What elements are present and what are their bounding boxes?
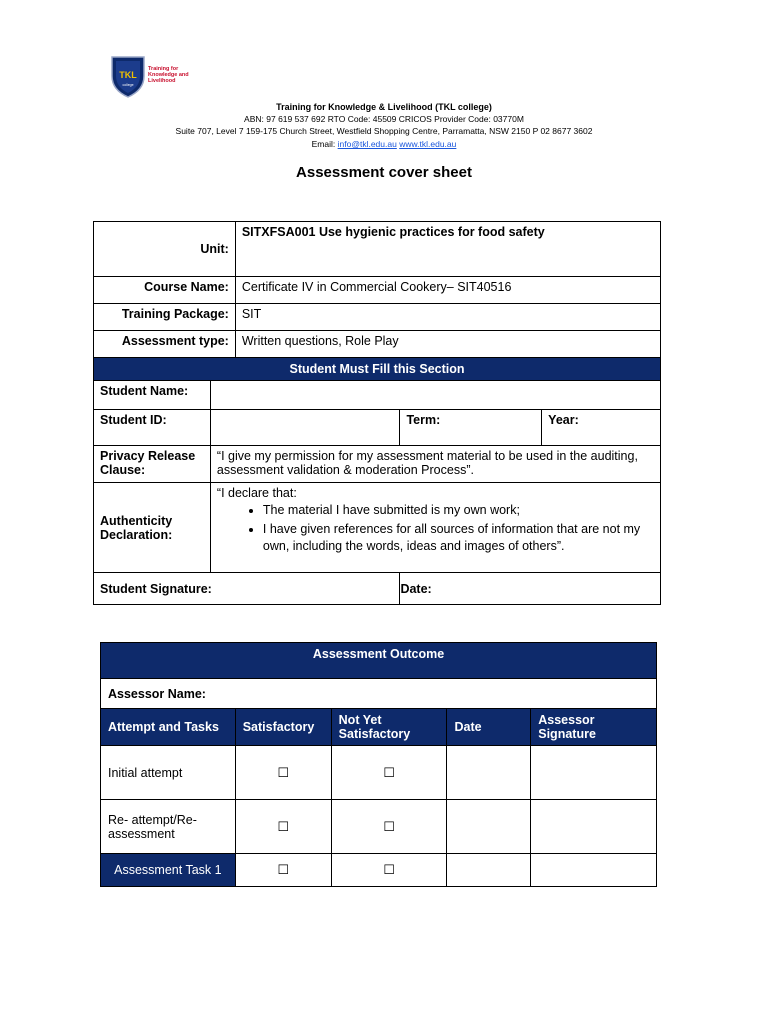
date-cell[interactable] — [447, 854, 531, 887]
student-id-label: Student ID: — [94, 410, 211, 446]
satisfactory-checkbox[interactable]: ☐ — [235, 800, 331, 854]
assessor-signature-cell[interactable] — [531, 800, 657, 854]
satisfactory-checkbox[interactable]: ☐ — [235, 854, 331, 887]
section-header: Student Must Fill this Section — [94, 358, 661, 381]
term-label[interactable]: Term: — [400, 410, 542, 446]
logo-tagline: Training for Knowledge and Livelihood — [148, 66, 189, 84]
year-label[interactable]: Year: — [542, 410, 661, 446]
svg-text:college: college — [122, 83, 134, 87]
not-yet-satisfactory-checkbox[interactable]: ☐ — [331, 746, 447, 800]
email-link[interactable]: info@tkl.edu.au — [337, 139, 397, 149]
unit-label: Unit: — [94, 222, 236, 277]
table-row — [101, 800, 657, 854]
unit-value: SITXFSA001 Use hygienic practices for food safety — [235, 222, 660, 277]
authenticity-declaration — [210, 483, 660, 573]
assessment-type-value: Written questions, Role Play — [235, 331, 660, 358]
org-address: Suite 707, Level 7 159-175 Church Street, Westfield Shopping Centre, Parramatta, NSW 2150 P 02 8677 3602 — [175, 126, 593, 136]
website-link[interactable]: www.tkl.edu.au — [399, 139, 457, 149]
declare-item: • I have given references for all sources of information that are not my own, including the words, ideas and images of others”. — [263, 521, 654, 555]
not-yet-satisfactory-checkbox[interactable]: ☐ — [331, 854, 447, 887]
assessment-outcome-table — [100, 642, 657, 887]
row-label: Re- attempt/Re-assessment — [101, 800, 236, 854]
assessment-type-label: Assessment type: — [94, 331, 236, 358]
not-yet-satisfactory-checkbox[interactable]: ☐ — [331, 800, 447, 854]
col-header-attempt: Attempt and Tasks — [101, 709, 236, 746]
declare-intro: “I declare that: — [216, 486, 297, 500]
col-header-not-yet-satisfactory: Not Yet Satisfactory — [331, 709, 447, 746]
date-label[interactable]: Date: — [400, 573, 661, 605]
date-cell[interactable] — [447, 746, 531, 800]
course-value: Certificate IV in Commercial Cookery– SIT40516 — [235, 277, 660, 304]
package-value: SIT — [235, 304, 660, 331]
privacy-text: “I give my permission for my assessment material to be used in the auditing, assessment validation & moderation Process”. — [210, 446, 660, 483]
outcome-title: Assessment Outcome — [101, 643, 657, 679]
privacy-label: Privacy Release Clause: — [94, 446, 211, 483]
row-label: Initial attempt — [101, 746, 236, 800]
page-title: Assessment cover sheet — [296, 164, 472, 181]
student-name-label: Student Name: — [94, 381, 211, 410]
table-row — [101, 746, 657, 800]
col-header-assessor-signature: Assessor Signature — [531, 709, 657, 746]
date-cell[interactable] — [447, 800, 531, 854]
cover-sheet-table — [93, 221, 661, 605]
student-signature-label[interactable]: Student Signature: — [94, 573, 400, 605]
student-id-field[interactable] — [210, 410, 400, 446]
assessor-signature-cell[interactable] — [531, 854, 657, 887]
course-label: Course Name: — [94, 277, 236, 304]
row-label: Assessment Task 1 — [101, 854, 236, 887]
authenticity-label: Authenticity Declaration: — [94, 483, 211, 573]
student-name-field[interactable] — [210, 381, 660, 410]
satisfactory-checkbox[interactable]: ☐ — [235, 746, 331, 800]
org-name: Training for Knowledge & Livelihood (TKL college) — [276, 102, 492, 112]
tkl-logo — [110, 54, 190, 102]
org-abn: ABN: 97 619 537 692 RTO Code: 45509 CRICOS Provider Code: 03770M — [244, 114, 524, 124]
package-label: Training Package: — [94, 304, 236, 331]
svg-text:TKL: TKL — [119, 70, 137, 80]
assessor-name-field[interactable]: Assessor Name: — [101, 679, 657, 709]
col-header-date: Date — [447, 709, 531, 746]
assessor-signature-cell[interactable] — [531, 746, 657, 800]
shield-icon — [110, 54, 146, 98]
email-label: Email: — [311, 139, 336, 149]
org-contact — [0, 138, 768, 150]
col-header-satisfactory: Satisfactory — [235, 709, 331, 746]
table-row — [101, 854, 657, 887]
declare-item: • The material I have submitted is my own work; — [263, 502, 654, 519]
